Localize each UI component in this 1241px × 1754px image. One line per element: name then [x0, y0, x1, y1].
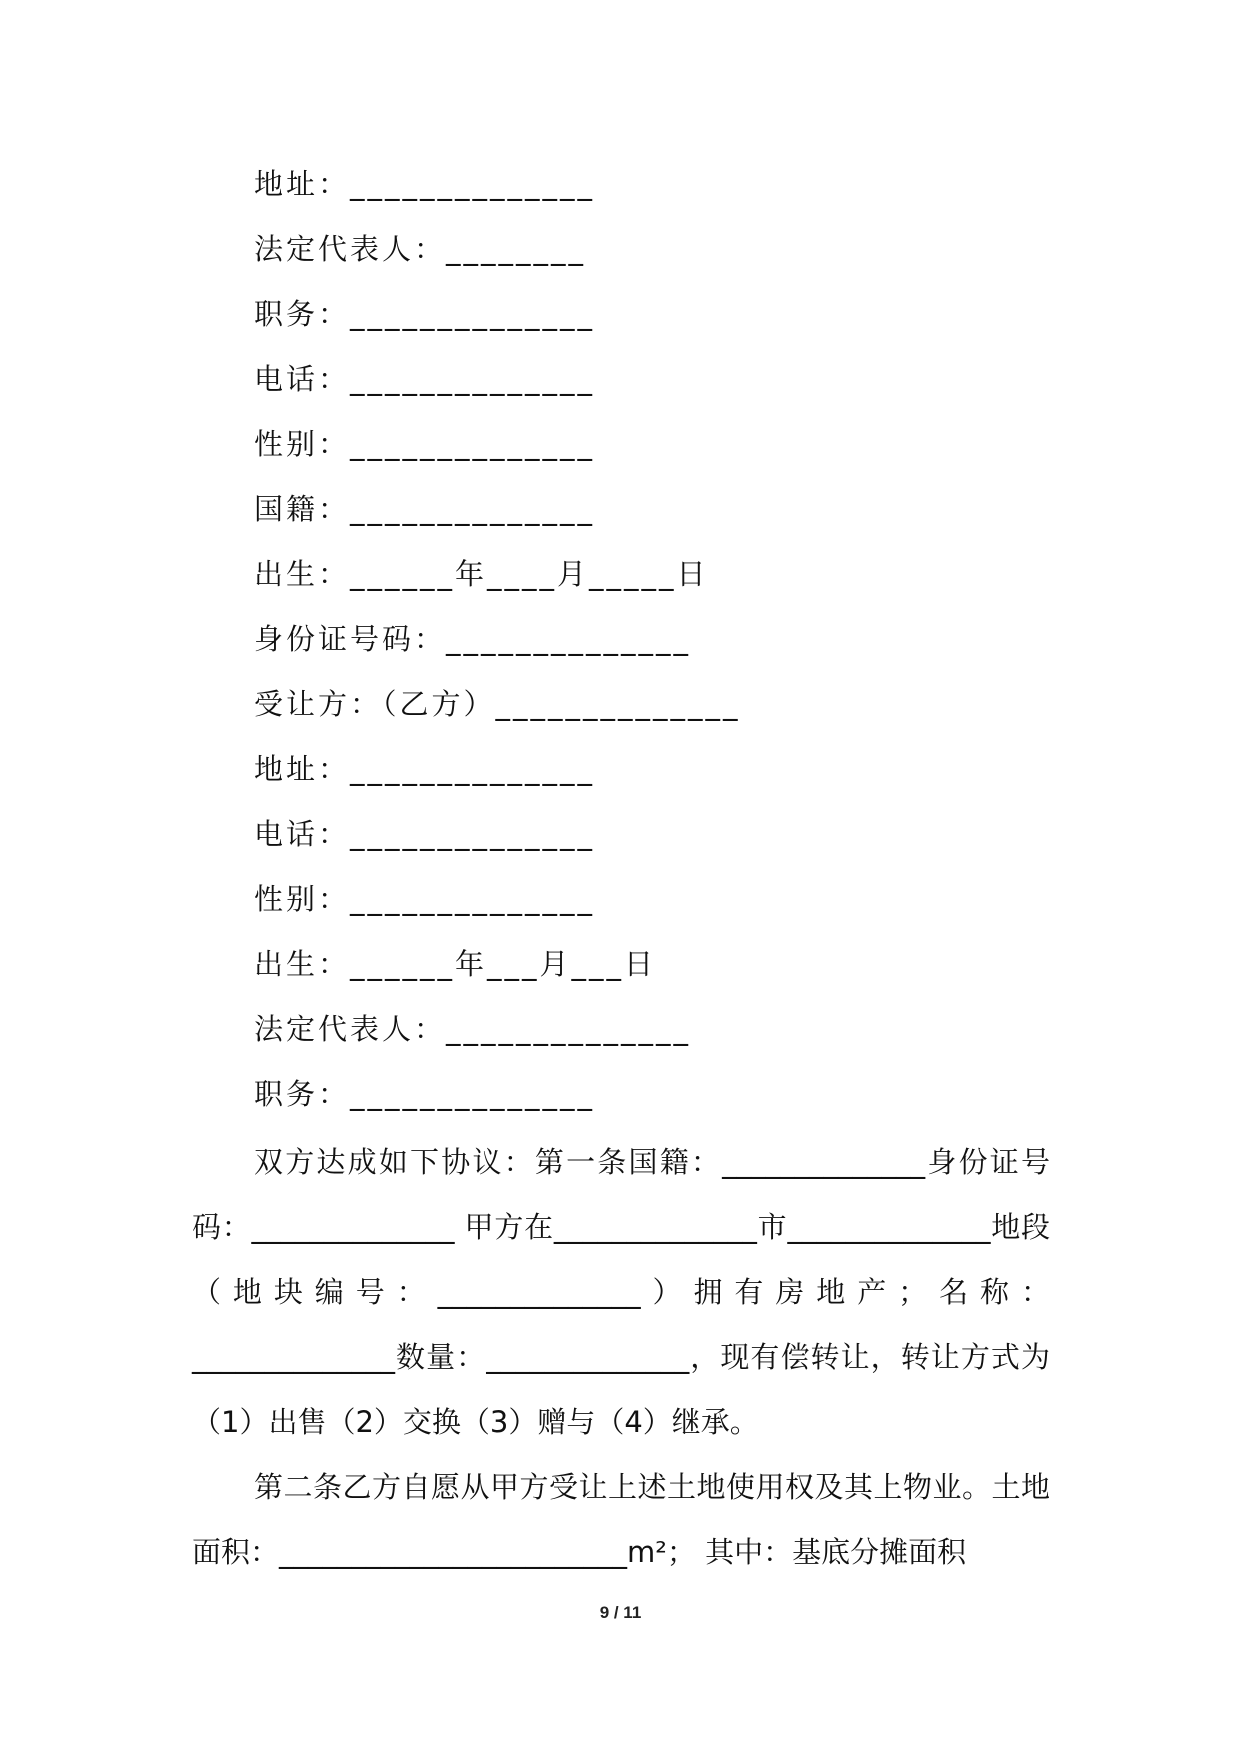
agreement-article-1: 双方达成如下协议：第一条国籍：______________身份证号码：______________ 甲方在______________市______________地段（地块编号：______________）拥有房地产；名称：______________数量：______________，现有偿转让，转让方式为（1）出售（2）交换（3）赠与（4）继承。	[192, 1145, 1050, 1439]
seller-birth-line: 出生：______年____月_____日	[254, 557, 709, 591]
seller-phone-line: 电话：______________	[254, 362, 596, 396]
seller-nationality-line: 国籍：______________	[254, 492, 596, 526]
buyer-heading-line: 受让方：（乙方）______________	[254, 687, 741, 721]
seller-address-line: 地址：______________	[254, 167, 596, 201]
buyer-address-line: 地址：______________	[254, 752, 596, 786]
page-number: 9 / 11	[599, 1603, 642, 1622]
buyer-legal-rep-line: 法定代表人：______________	[254, 1012, 692, 1046]
buyer-gender-line: 性别：______________	[254, 882, 596, 916]
agreement-article-2: 第二条乙方自愿从甲方受让上述土地使用权及其上物业。土地面积：________________________m²； 其中：基底分摊面积	[192, 1470, 1050, 1569]
buyer-position-line: 职务：______________	[254, 1077, 596, 1111]
buyer-birth-line: 出生：______年___月___日	[254, 947, 657, 981]
seller-position-line: 职务：______________	[254, 297, 596, 331]
seller-gender-line: 性别：______________	[254, 427, 596, 461]
seller-legal-rep-line: 法定代表人：________	[254, 232, 587, 266]
buyer-phone-line: 电话：______________	[254, 817, 596, 851]
seller-id-number-line: 身份证号码：______________	[254, 622, 692, 656]
